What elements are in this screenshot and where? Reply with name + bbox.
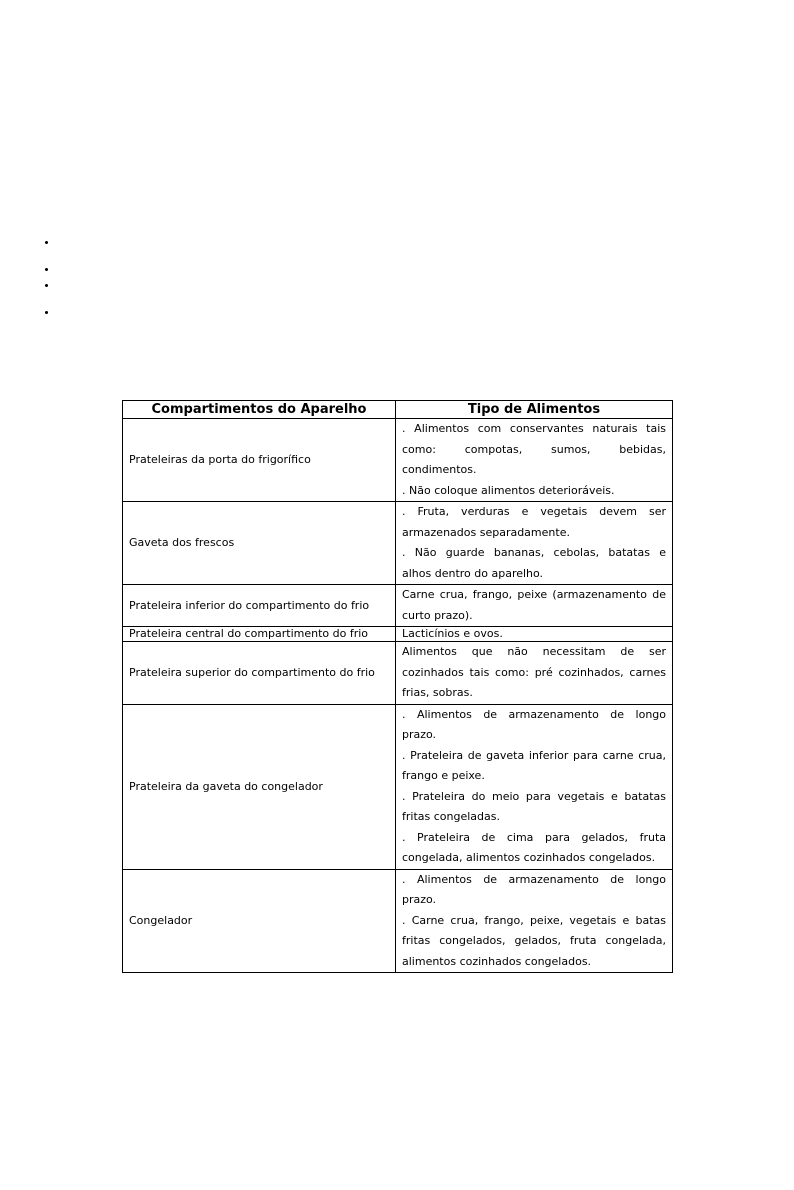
- food-type-cell: [396, 704, 673, 869]
- food-line: . Alimentos de armazenamento de longo: [402, 872, 666, 886]
- food-line: . Prateleira de cima para gelados, fruta: [402, 830, 666, 844]
- food-line: frango e peixe.: [402, 769, 485, 782]
- compartment-cell: Prateleira da gaveta do congelador: [123, 704, 396, 869]
- table-row: [123, 869, 673, 973]
- food-line: como: compotas, sumos, bebidas,: [402, 442, 666, 456]
- food-type-cell: [396, 585, 673, 627]
- food-line: alhos dentro do aparelho.: [402, 566, 544, 580]
- table-row: [123, 642, 673, 705]
- food-type-cell: [396, 869, 673, 973]
- food-line: armazenados separadamente.: [402, 525, 570, 539]
- food-line: . Não coloque alimentos deterioráveis.: [402, 483, 615, 497]
- bullet-dot: [44, 266, 50, 272]
- table-row: [123, 585, 673, 627]
- bullet-dot: [44, 282, 50, 288]
- food-line: congelada, alimentos cozinhados congelados.: [402, 851, 656, 864]
- food-type-cell: [396, 627, 673, 642]
- food-line: Alimentos que não necessitam de ser: [402, 645, 666, 658]
- food-line: prazo.: [402, 728, 437, 741]
- food-line: alimentos cozinhados congelados.: [402, 954, 592, 968]
- food-line: cozinhados tais como: pré cozinhados, carnes: [402, 665, 666, 679]
- food-type-cell: [396, 642, 673, 705]
- compartment-cell: Prateleiras da porta do frigorífico: [123, 419, 396, 502]
- table-row: [123, 419, 673, 502]
- food-type-cell: [396, 502, 673, 585]
- compartment-cell: Congelador: [123, 869, 396, 973]
- food-line: . Prateleira do meio para vegetais e batatas: [402, 789, 666, 803]
- food-line: . Prateleira de gaveta inferior para carne crua,: [402, 748, 666, 762]
- food-line: Lacticínios e ovos.: [402, 627, 503, 640]
- food-line: . Carne crua, frango, peixe, vegetais e batas: [402, 913, 666, 927]
- food-line: condimentos.: [402, 463, 477, 476]
- table-row: [123, 627, 673, 642]
- food-type-cell: [396, 419, 673, 502]
- header-compartment: Compartimentos do Aparelho: [123, 401, 396, 419]
- food-line: . Alimentos com conservantes naturais tais: [402, 422, 666, 435]
- food-line: Carne crua, frango, peixe (armazenamento de: [402, 588, 666, 601]
- food-line: . Fruta, verduras e vegetais devem ser: [402, 505, 666, 518]
- food-line: prazo.: [402, 893, 437, 906]
- food-line: . Não guarde bananas, cebolas, batatas e: [402, 546, 666, 559]
- bullet-dot: [44, 309, 50, 315]
- compartment-cell: Prateleira inferior do compartimento do frio: [123, 585, 396, 627]
- food-line: fritas congeladas.: [402, 810, 500, 823]
- food-line: frias, sobras.: [402, 686, 473, 699]
- food-line: curto prazo).: [402, 608, 473, 622]
- compartment-cell: Prateleira superior do compartimento do frio: [123, 642, 396, 705]
- table-row: [123, 704, 673, 869]
- compartment-cell: Prateleira central do compartimento do frio: [123, 627, 396, 642]
- compartment-cell: Gaveta dos frescos: [123, 502, 396, 585]
- food-line: . Alimentos de armazenamento de longo: [402, 707, 666, 721]
- bullet-dot: [44, 239, 50, 245]
- header-food-type: Tipo de Alimentos: [396, 401, 673, 419]
- table-header-row: [123, 401, 673, 419]
- food-storage-table: [122, 400, 673, 973]
- table-row: [123, 502, 673, 585]
- food-line: fritas congelados, gelados, fruta congelada,: [402, 934, 666, 947]
